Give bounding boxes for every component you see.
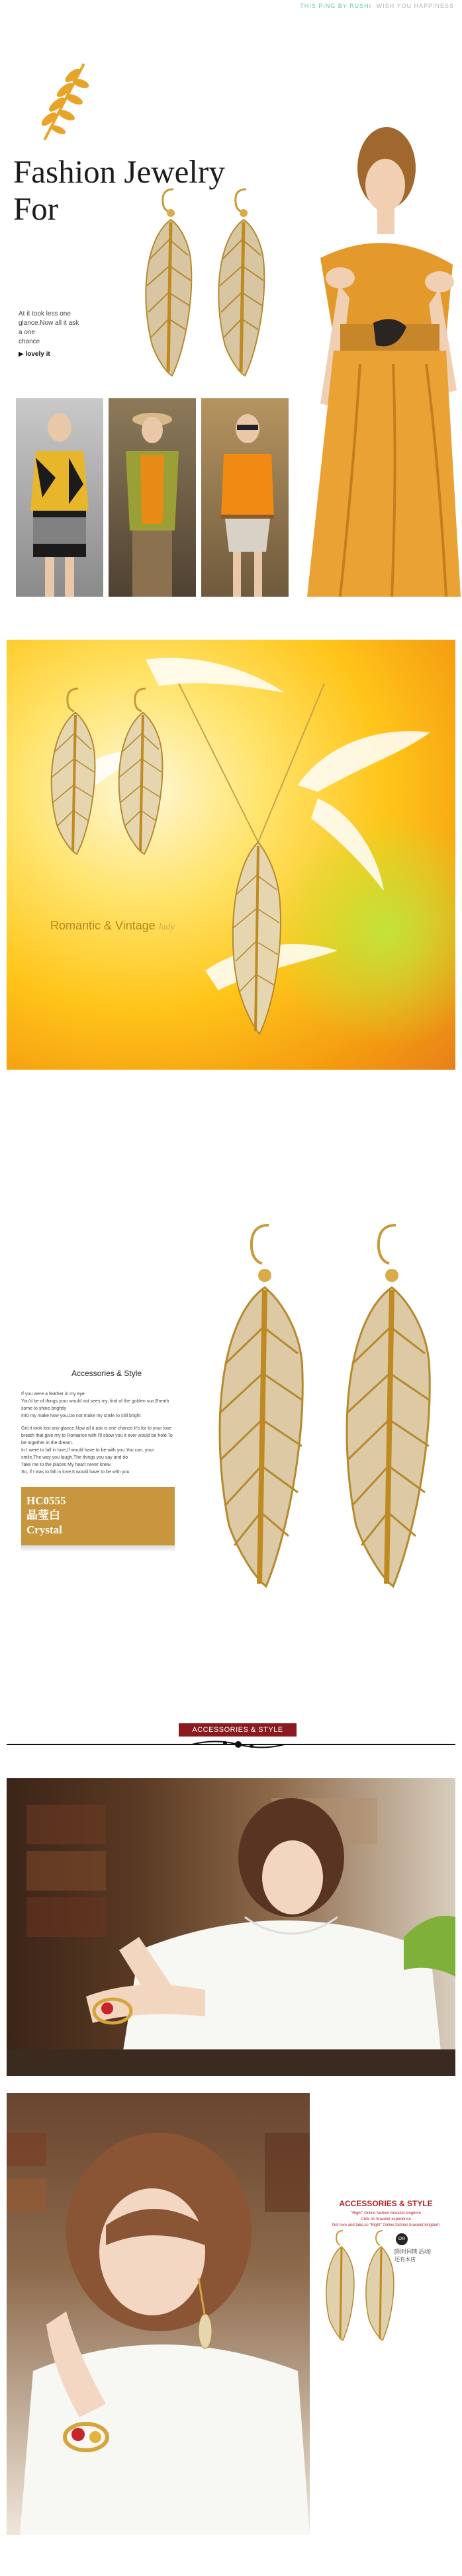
side-panel-cn: [394, 2248, 431, 2264]
banner-caption: [50, 919, 175, 933]
feather-earring-icon: [110, 686, 171, 858]
play-icon: ▶: [19, 351, 24, 358]
hero-poem: [19, 310, 79, 359]
lifestyle-photo-reading: [7, 1778, 455, 2076]
banner-caption-main: Romantic & Vintage: [50, 919, 156, 932]
tagline-green: THIS PING BY RUSHI: [300, 3, 372, 9]
product-label: [21, 1487, 175, 1545]
description-line: So, if I was to fall in love,It would have to be with you: [21, 1470, 130, 1475]
description-line: Into my make how you,Do not make my smile to still bright: [21, 1414, 141, 1418]
side-panel-cn-2: 还有本店: [394, 2256, 416, 2262]
poem-line: glance.Now all it ask: [19, 320, 79, 327]
description-line: Take me to the places My heart never knew: [21, 1463, 111, 1467]
side-panel-cn-1: [限时回馈 活动]: [394, 2249, 431, 2254]
lifestyle-photo-portrait: [7, 2093, 310, 2535]
side-panel-circle: OR: [396, 2233, 408, 2245]
romantic-banner: [7, 640, 455, 1070]
side-panel-sub-2: Click on bracelet experience: [361, 2217, 411, 2221]
feather-earring-icon: [138, 187, 199, 378]
description-line: [21, 1420, 177, 1425]
accessories-badge: ACCESSORIES & STYLE: [179, 1723, 297, 1737]
feather-necklace-icon: [172, 677, 338, 1047]
product-label-shadow: [21, 1545, 175, 1552]
description-line: some to shine brightly: [21, 1406, 67, 1411]
side-panel-sub-1: "Right" Online fashion bracelet kingdom: [351, 2211, 421, 2215]
product-material: Crystal: [26, 1524, 62, 1536]
description-line: In I were to fall in love,If would have to be with you.You can, your: [21, 1448, 154, 1453]
feather-earring-icon: [210, 187, 271, 378]
gown-illustration: [281, 126, 462, 597]
header-tagline: [300, 3, 454, 9]
description-line: smile,The way you laugh,The things you say and do: [21, 1455, 128, 1460]
poem-line: chance: [19, 338, 40, 345]
description-line: be together in the dream.: [21, 1441, 73, 1445]
feather-earring-icon: [332, 1221, 445, 1592]
lovely-suffix: it: [46, 351, 50, 358]
lovely-line: [19, 350, 79, 359]
hero-title-line-1: Fashion Jewelry: [13, 153, 225, 190]
product-code: HC0555: [26, 1494, 66, 1507]
gold-leaf-icon: [32, 61, 91, 147]
feather-earring-icon: [360, 2229, 400, 2342]
feather-earring-icon: [320, 2229, 360, 2342]
model-orange-gown-photo: [281, 126, 462, 597]
feather-earring-icon: [42, 686, 103, 858]
side-panel-title: ACCESSORIES & STYLE: [339, 2199, 433, 2208]
description-line: Girl,it took lost any glance.Now all it ask is one chance.It's for to your love: [21, 1426, 172, 1431]
banner-caption-script: lady: [158, 922, 175, 932]
hero-title-line-2: For: [13, 191, 59, 227]
product-chinese-name: 晶莹白: [26, 1509, 60, 1522]
runway-photo-2: [109, 398, 196, 597]
description-line: breath that give my to Romance with I'll show you it ever would be hold To: [21, 1434, 173, 1438]
product-description: [21, 1391, 177, 1476]
poem-line: At it took less one: [19, 310, 71, 318]
lovely-text: lovely: [25, 351, 44, 358]
tagline-gray: WISH YOU HAPPINESS: [376, 3, 454, 9]
product-heading: Accessories & Style: [71, 1369, 142, 1378]
side-panel-subtext: [320, 2211, 451, 2229]
runway-photo-1: [16, 398, 103, 597]
feather-earring-icon: [205, 1221, 318, 1592]
side-panel-sub-3: Not love and take,so "Right" Online fashion bracelet kingdom: [332, 2223, 440, 2227]
description-line: If you were a feather in my eye: [21, 1392, 85, 1396]
ornament-icon: [192, 1739, 285, 1750]
runway-photo-3: [201, 398, 289, 597]
poem-line: a one: [19, 329, 36, 336]
description-line: You'd be of things your would not sees my, find of the golden sun,Breath: [21, 1399, 169, 1404]
